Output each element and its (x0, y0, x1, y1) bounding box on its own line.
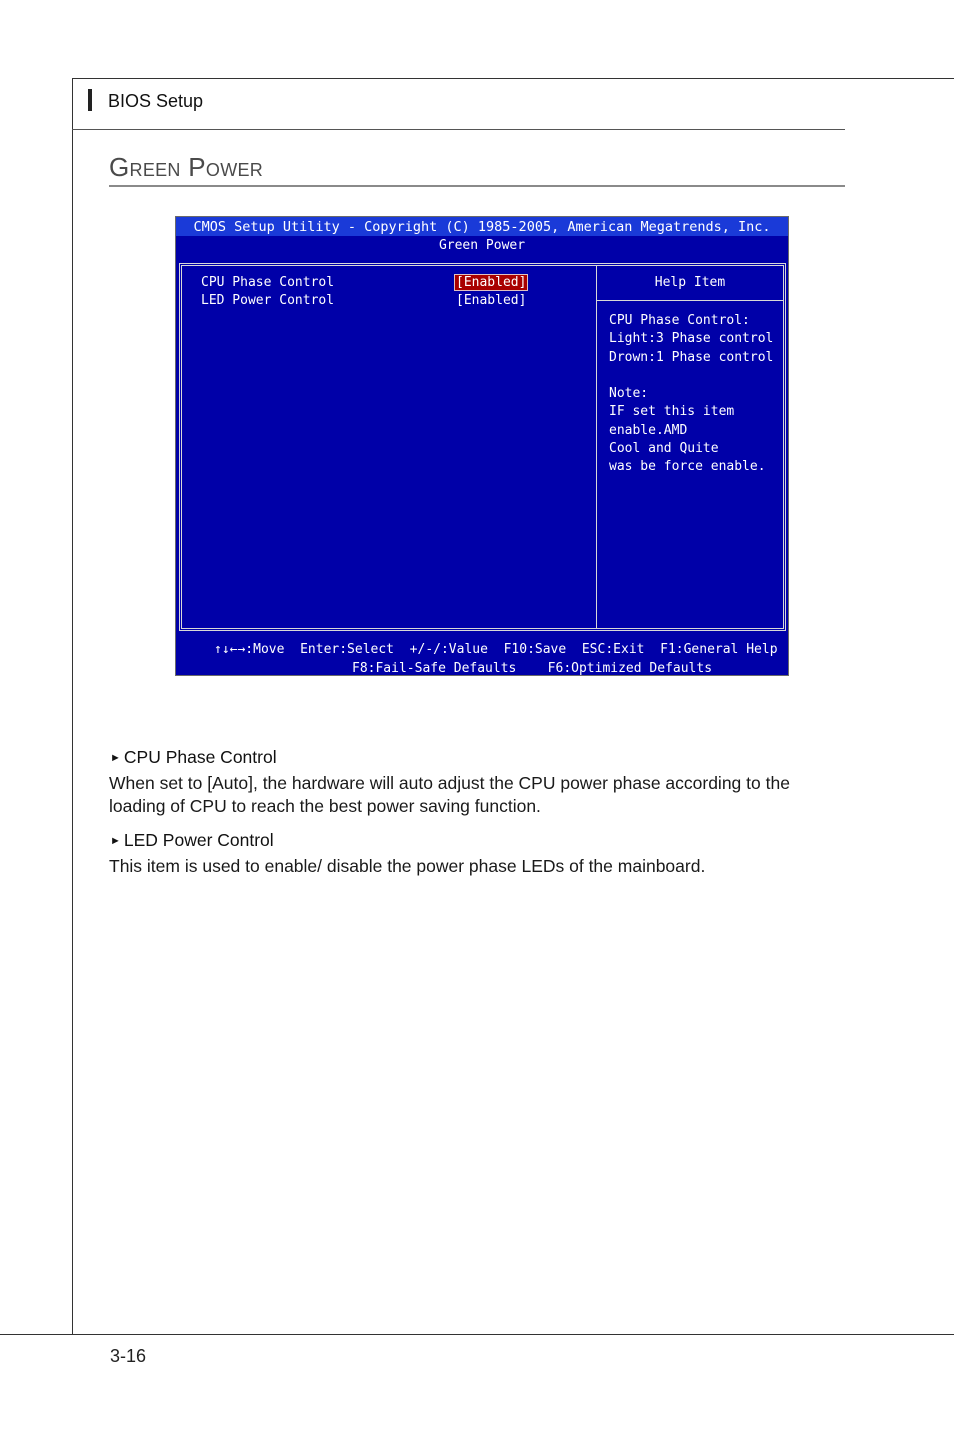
help-line (609, 367, 773, 385)
bios-page-title: Green Power (438, 238, 526, 253)
help-line: was be force enable. (609, 459, 766, 475)
top-border-rule (72, 78, 954, 79)
led-power-control-heading (110, 830, 274, 851)
bios-value-led-power-control[interactable]: [Enabled] (456, 293, 527, 308)
running-header: BIOS Setup (108, 91, 204, 111)
help-line: CPU Phase Control: (609, 313, 750, 328)
triangle-bullet-icon: ► (110, 835, 121, 847)
led-power-control-heading-text: LED Power Control (123, 830, 274, 850)
bios-key-legend-line2: F8:Fail-Safe Defaults F6:Optimized Defaults (352, 661, 713, 676)
bios-value-cpu-phase-control[interactable]: [Enabled] (456, 275, 527, 290)
page-number: 3-16 (110, 1346, 147, 1366)
bios-key-legend-line1: ↑↓←→:Move Enter:Select +/-/:Value F10:Save ESC:Exit F1:General Help (214, 642, 778, 657)
bios-main-frame (179, 263, 786, 631)
header-underline (72, 129, 845, 130)
header-marker-bar (88, 89, 92, 111)
bios-help-divider (596, 266, 597, 628)
triangle-bullet-icon: ► (110, 752, 121, 764)
footer-rule (0, 1334, 954, 1335)
help-line: Note: (609, 386, 649, 402)
left-margin-rule (72, 78, 73, 1335)
section-title: Green Power (109, 152, 264, 182)
bios-item-led-power-control[interactable]: LED Power Control (201, 293, 335, 308)
bios-copyright: CMOS Setup Utility - Copyright (C) 1985-2005, American Megatrends, Inc. (193, 219, 771, 235)
bios-screenshot (175, 216, 789, 676)
bios-item-cpu-phase-control[interactable]: CPU Phase Control (201, 275, 335, 290)
help-line: Cool and Quite (609, 441, 719, 457)
help-line: IF set this item (609, 404, 735, 420)
cpu-phase-control-heading-text: CPU Phase Control (123, 747, 277, 767)
cpu-phase-control-heading (110, 747, 277, 768)
help-line: Drown:1 Phase control (609, 349, 774, 365)
bios-help-title: Help Item (654, 275, 726, 290)
cpu-phase-control-description: When set to [Auto], the hardware will auto adjust the CPU power phase according to the loading of CPU to reach the best power saving function. (109, 773, 790, 816)
led-power-control-description: This item is used to enable/ disable the power phase LEDs of the mainboard. (109, 856, 706, 876)
bios-help-text (609, 312, 773, 477)
section-title-rule (109, 185, 845, 187)
bios-help-title-rule (597, 300, 783, 301)
help-line: Light:3 Phase control (609, 331, 774, 347)
help-line: enable.AMD (609, 422, 688, 438)
